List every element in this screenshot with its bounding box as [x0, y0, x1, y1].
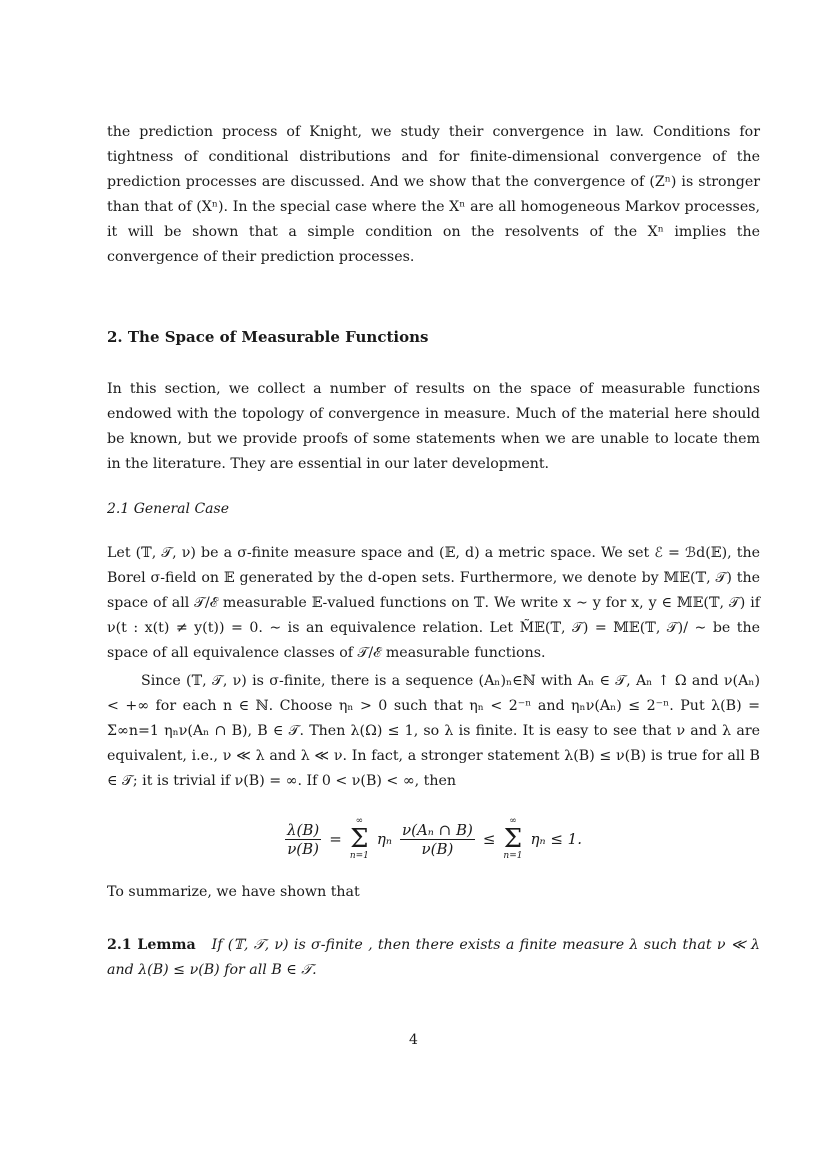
intro-paragraph: the prediction process of Knight, we study their convergence in law. Conditions for tightness of conditional distributions and for finite-dimensional convergence of the prediction processes are discussed. And we show that the convergence of (Zⁿ) is stronger than that of (Xⁿ). In the special case where the Xⁿ are all homogeneous Markov processes, it will be shown that a simple condition on the resolvents of the Xⁿ implies the convergence of their prediction processes.: [107, 124, 760, 265]
fraction-numerator: ν(Aₙ ∩ B): [401, 820, 473, 839]
lemma-label: 2.1 Lemma: [107, 937, 196, 953]
equation-tail: ηₙ ≤ 1.: [530, 830, 582, 848]
sum-lower-limit: n=1: [503, 851, 523, 861]
lemma-text: If (𝕋, 𝒯, ν) is σ-finite , then there exists a finite measure λ such that ν ≪ λ and λ(B) ≤ ν(B) for all B ∈ 𝒯.: [107, 937, 760, 978]
sum-upper-limit: ∞: [355, 816, 364, 826]
lemma: [107, 933, 760, 983]
general-case-paragraph: Let (𝕋, 𝒯, ν) be a σ-finite measure space and (𝔼, d) a metric space. We set ℰ = ℬd(𝔼), the Borel σ-field on 𝔼 generated by the d-open sets. Furthermore, we denote by 𝕄𝔼(𝕋, 𝒯) the space of all 𝒯/ℰ measurable 𝔼-valued functions on 𝕋. We write x ∼ y for x, y ∈ 𝕄𝔼(𝕋, 𝒯) if ν(t : x(t) ≠ y(t)) = 0. ∼ is an equivalence relation. Let M̃𝔼(𝕋, 𝒯) = 𝕄𝔼(𝕋, 𝒯)/ ∼ be the space of all equivalence classes of 𝒯/ℰ measurable functions.: [107, 545, 760, 661]
display-equation: [107, 816, 760, 862]
sigma-glyph: Σ: [350, 824, 369, 854]
fraction-denominator: ν(B): [287, 839, 320, 858]
page-number: 4: [409, 1032, 418, 1048]
subsection-title: 2.1 General Case: [107, 501, 229, 517]
sum-symbol-1: [350, 816, 369, 862]
sum-symbol-2: [503, 816, 522, 862]
summary-line: To summarize, we have shown that: [107, 884, 360, 900]
section-intro-paragraph: In this section, we collect a number of results on the space of measurable functions endowed with the topology of convergence in measure. Much of the material here should be known, but we provide proofs of some statements when we are unable to locate them in the literature. They are essential in our later development.: [107, 381, 760, 472]
equals-sign: =: [329, 830, 342, 848]
sum-lower-limit: n=1: [349, 851, 369, 861]
leq-sign: ≤: [482, 830, 496, 848]
sum-upper-limit: ∞: [509, 816, 517, 826]
sigma-glyph: Σ: [503, 824, 523, 854]
fraction-numerator: λ(B): [287, 820, 320, 839]
fraction-denominator: ν(B): [421, 839, 454, 858]
sigma-finite-paragraph: Since (𝕋, 𝒯, ν) is σ-finite, there is a sequence (Aₙ)ₙ∈ℕ with Aₙ ∈ 𝒯, Aₙ ↑ Ω and ν(Aₙ) < +∞ for each n ∈ ℕ. Choose ηₙ > 0 such that ηₙ < 2⁻ⁿ and ηₙν(Aₙ) ≤ 2⁻ⁿ. Put λ(B) = Σ∞n=1 ηₙν(Aₙ ∩ B), B ∈ 𝒯. Then λ(Ω) ≤ 1, so λ is finite. It is easy to see that ν and λ are equivalent, i.e., ν ≪ λ and λ ≪ ν. In fact, a stronger statement λ(B) ≤ ν(B) is true for all B ∈ 𝒯; it is trivial if ν(B) = ∞. If 0 < ν(B) < ∞, then: [107, 673, 760, 789]
section-title: 2. The Space of Measurable Functions: [107, 328, 429, 346]
eta-term: ηₙ: [376, 830, 392, 848]
fraction-middle: [400, 821, 475, 858]
fraction-lhs: [285, 821, 321, 858]
page-content: [107, 120, 760, 983]
